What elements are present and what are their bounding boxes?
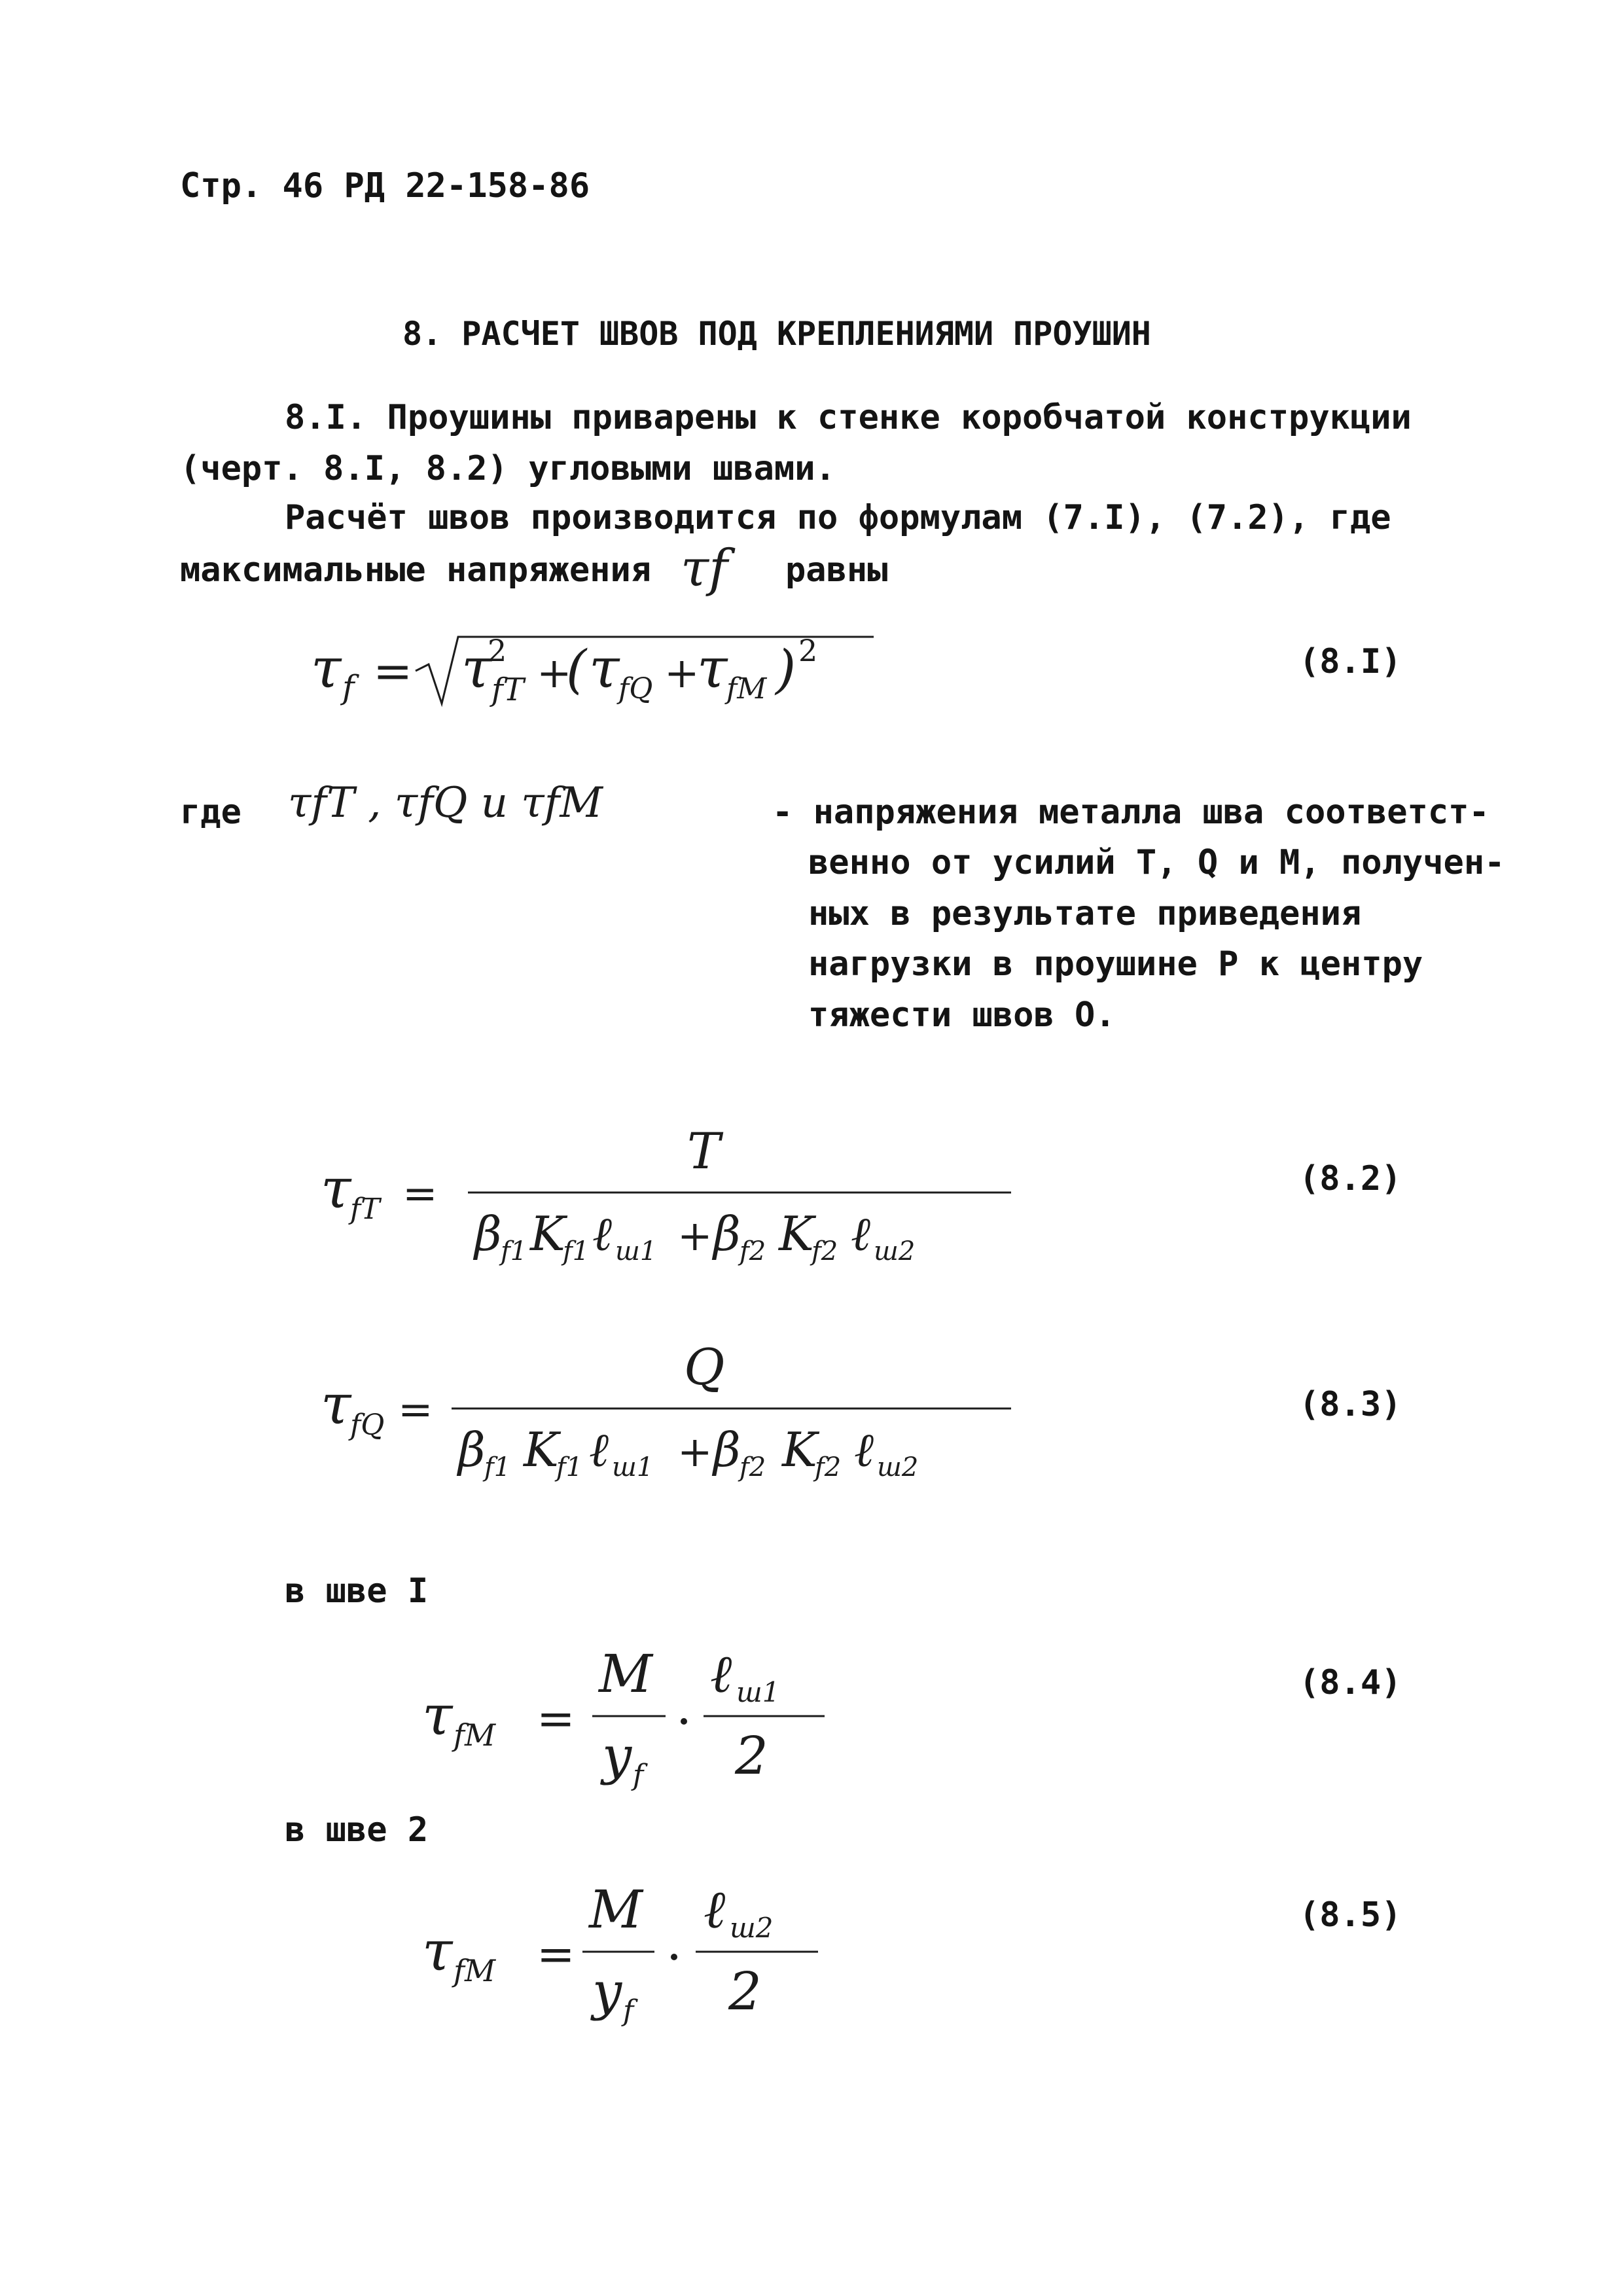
svg-text:ℓ: ℓ	[851, 1206, 870, 1261]
svg-text:2: 2	[488, 633, 507, 668]
svg-text:ш1: ш1	[612, 1452, 654, 1482]
svg-text:f: f	[623, 1994, 634, 2028]
paragraph-line-1: 8.I. Проушины приварены к стенке коробчатой конструкции	[285, 398, 1412, 437]
equation-number-8-5: (8.5)	[1299, 1895, 1402, 1935]
svg-text:ш2: ш2	[874, 1236, 916, 1266]
svg-text:f2: f2	[812, 1236, 838, 1266]
svg-text:=: =	[402, 1170, 438, 1218]
svg-text:+: +	[664, 649, 700, 698]
formula-8-1	[311, 625, 887, 726]
svg-text:M: M	[599, 1643, 652, 1704]
svg-text:2: 2	[728, 1961, 762, 2022]
formula-8-4-graphic	[422, 1633, 854, 1803]
svg-text:=: =	[537, 1928, 575, 1981]
svg-text:+: +	[537, 649, 572, 698]
svg-text:τ: τ	[311, 636, 342, 700]
svg-text:ш1: ш1	[736, 1676, 780, 1708]
svg-text:f1: f1	[484, 1452, 511, 1482]
where-desc-1: - напряжения металла шва соответст-	[772, 793, 1489, 832]
svg-text:K: K	[530, 1206, 565, 1261]
svg-text:fM: fM	[726, 672, 767, 706]
svg-text:τ: τ	[321, 1372, 351, 1437]
svg-text:): )	[776, 639, 796, 700]
svg-text:=: =	[373, 643, 413, 698]
svg-text:β: β	[713, 1422, 741, 1477]
svg-text:τ: τ	[321, 1157, 351, 1221]
svg-text:ℓ: ℓ	[589, 1422, 609, 1477]
equation-number-8-4: (8.4)	[1299, 1663, 1402, 1702]
where-desc-3: ных в результате приведения	[808, 894, 1362, 933]
formula-8-2	[321, 1119, 1041, 1279]
paragraph-line-4-end: равны	[785, 550, 888, 590]
svg-text:K: K	[782, 1422, 817, 1477]
svg-text:2: 2	[798, 633, 818, 668]
svg-text:fQ: fQ	[618, 672, 653, 706]
svg-text:β: β	[474, 1206, 502, 1261]
svg-text:f1: f1	[501, 1236, 527, 1266]
svg-text:fT: fT	[491, 672, 524, 708]
svg-text:=: =	[537, 1692, 575, 1746]
svg-text:ℓ: ℓ	[704, 1879, 726, 1940]
svg-text:=: =	[398, 1386, 433, 1434]
where-desc-5: тяжести швов О.	[808, 996, 1116, 1035]
svg-text:τ: τ	[422, 1683, 453, 1748]
svg-text:K: K	[779, 1206, 814, 1261]
svg-text:β: β	[713, 1206, 741, 1261]
formula-8-4	[422, 1633, 854, 1806]
svg-text:f2: f2	[740, 1236, 766, 1266]
where-label: где	[180, 793, 241, 832]
equation-number-8-2: (8.2)	[1299, 1159, 1402, 1198]
svg-text:τ: τ	[589, 636, 620, 700]
svg-text:y: y	[592, 1961, 622, 2022]
paragraph-line-4-start: максимальные напряжения	[180, 550, 652, 590]
svg-text:M: M	[589, 1879, 643, 1940]
page-header: Стр. 46 РД 22-158-86	[180, 166, 590, 206]
svg-text:f: f	[633, 1759, 644, 1792]
svg-text:ш1: ш1	[615, 1236, 657, 1266]
svg-text:ш2: ш2	[730, 1912, 774, 1944]
where-desc-2: венно от усилий Т, Q и М, получен-	[808, 843, 1505, 882]
svg-text:τ: τ	[461, 636, 492, 700]
paragraph-line-2: (черт. 8.I, 8.2) угловыми швами.	[180, 449, 836, 488]
svg-text:+: +	[677, 1212, 713, 1261]
svg-text:ℓ: ℓ	[592, 1206, 612, 1261]
svg-text:+: +	[677, 1428, 713, 1477]
svg-text:f2: f2	[815, 1452, 842, 1482]
tau-f-symbol: τf	[681, 539, 728, 598]
svg-text:τ: τ	[422, 1919, 453, 1983]
svg-text:K: K	[524, 1422, 559, 1477]
svg-text:β: β	[458, 1422, 486, 1477]
svg-text:2: 2	[735, 1725, 768, 1786]
svg-text:fM: fM	[454, 1717, 496, 1753]
where-symbols: τfT , τfQ и τfM	[288, 779, 603, 827]
svg-text:fM: fM	[454, 1953, 496, 1988]
svg-text:f1: f1	[556, 1452, 583, 1482]
svg-text:y: y	[602, 1725, 632, 1786]
svg-text:fT: fT	[350, 1193, 380, 1226]
paragraph-line-3: Расчёт швов производится по формулам (7.I), (7.2), где	[285, 498, 1391, 537]
svg-text:fQ: fQ	[350, 1408, 385, 1442]
where-desc-4: нагрузки в проушине Р к центру	[808, 944, 1423, 984]
seam-1-label: в шве I	[285, 1571, 429, 1611]
formula-8-3	[321, 1335, 1041, 1495]
svg-text:f1: f1	[563, 1236, 590, 1266]
svg-text:ℓ: ℓ	[854, 1422, 874, 1477]
section-title: 8. РАСЧЕТ ШВОВ ПОД КРЕПЛЕНИЯМИ ПРОУШИН	[402, 315, 1151, 353]
equation-number-8-3: (8.3)	[1299, 1385, 1402, 1424]
seam-2-label: в шве 2	[285, 1810, 429, 1850]
formula-8-5	[422, 1869, 854, 2041]
svg-text:(: (	[566, 639, 587, 700]
formula-8-2-graphic	[321, 1119, 1041, 1276]
formula-8-3-graphic	[321, 1335, 1041, 1492]
svg-text:ℓ: ℓ	[710, 1643, 732, 1704]
svg-text:f: f	[342, 668, 355, 706]
svg-text:ш2: ш2	[877, 1452, 919, 1482]
svg-text:f2: f2	[740, 1452, 766, 1482]
svg-text:Q: Q	[684, 1338, 725, 1396]
formula-8-1-graphic	[311, 625, 887, 723]
equation-number-8-1: (8.I)	[1299, 642, 1402, 681]
formula-8-5-graphic	[422, 1869, 854, 2039]
svg-text:T: T	[687, 1122, 721, 1180]
svg-text:τ: τ	[697, 636, 728, 700]
